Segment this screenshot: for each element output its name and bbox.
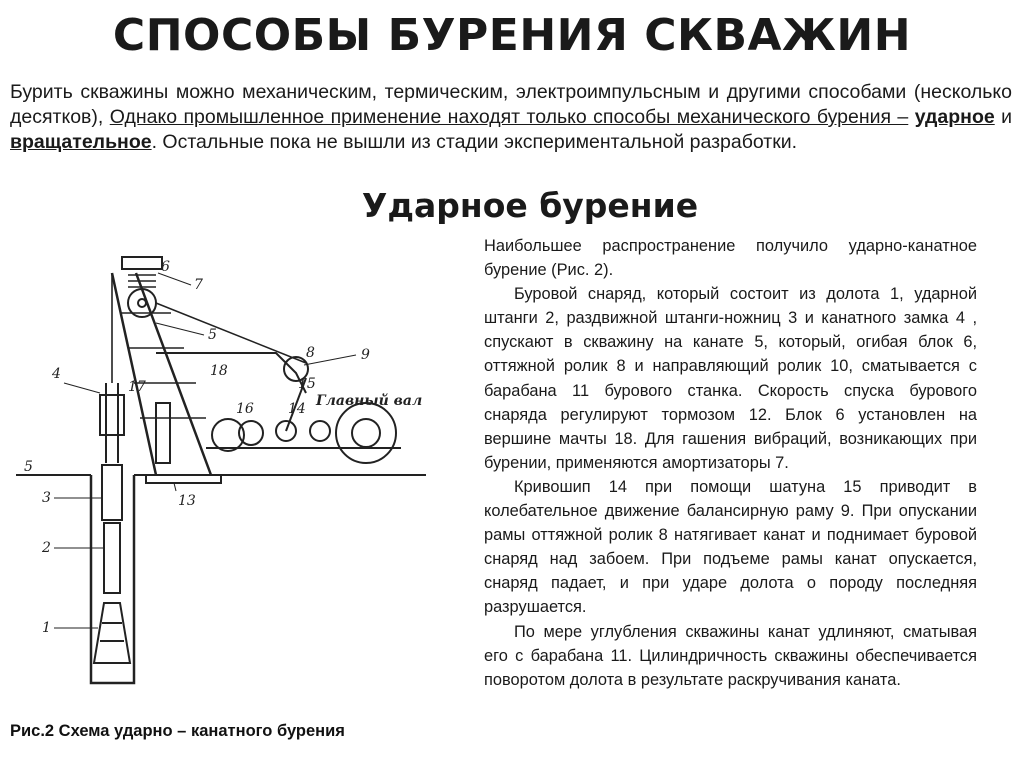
leader-4 (64, 383, 100, 393)
mast-18 (112, 273, 211, 475)
label-5a: 5 (208, 327, 217, 343)
shock-absorber-7 (126, 269, 158, 287)
leader-5 (156, 323, 204, 335)
label-6: 6 (161, 259, 170, 275)
intro-bold-rotary: вращательное (10, 131, 152, 153)
impact-rod-2 (104, 523, 120, 593)
main-shaft-wheel (336, 403, 396, 463)
scissors-rod-3 (102, 465, 122, 520)
drilling-rig-diagram (6, 243, 438, 703)
page-title: СПОСОБЫ БУРЕНИЯ СКВАЖИН (112, 10, 912, 61)
body-text (484, 234, 977, 692)
base-13 (146, 475, 221, 483)
body-paragraph-2: Буровой снаряд, который состоит из долота 1, ударной штанги 2, раздвижной штанги-ножниц 3 и канатного замка 4 , спускают в скважину на канате 5, который, огибая блок 6, оттяжной ролик 8 и направляющий ролик 10, сматывается с барабана 11 бурового станка. Скорость спуска бурового снаряда регулируют тормозом 12. Блок 6 установлен на вершине мачты 18. Для гашения вибраций, возникающих при бурении, применяются амортизаторы 7. (484, 285, 977, 472)
body-paragraph-3: Кривошип 14 при помощи шатуна 15 приводит в колебательное движение балансирную раму 9. При опускании рамы оттяжной ролик 8 натягивает канат и поднимает буровой снаряд над забоем. При подъеме рамы канат опускается, снаряд падает, и при ударе долота о породу последняя разрушается. (484, 477, 977, 617)
figure-caption: Рис.2 Схема ударно – канатного бурения (10, 722, 345, 740)
label-8: 8 (306, 345, 315, 361)
section-subtitle: Ударное бурение (361, 186, 699, 225)
label-main-shaft: Главный вал (316, 393, 423, 409)
label-4: 4 (52, 366, 61, 382)
intro-and: и (994, 106, 1013, 128)
intro-underlined-text: Однако промышленное применение находят только способы механического бурения – (109, 106, 909, 128)
label-13: 13 (178, 493, 196, 509)
label-16: 16 (236, 401, 254, 417)
label-15: 15 (298, 376, 316, 392)
label-18: 18 (210, 363, 228, 379)
body-paragraph-1: Наибольшее распространение получило ударно-канатное бурение (Рис. 2). (484, 237, 977, 280)
bit-grooves (100, 623, 124, 641)
rope-lock-4 (100, 395, 124, 435)
body-paragraph-4: По мере углубления скважины канат удлиняют, сматывая его с барабана 11. Цилиндричность скважины обеспечивается поворотом долота в результате раскручивания каната. (484, 622, 977, 689)
label-2: 2 (42, 540, 51, 556)
crown-top (122, 257, 162, 269)
label-1: 1 (42, 620, 51, 636)
leader-13 (174, 483, 176, 491)
crown-block-axle (138, 299, 146, 307)
drill-bit-1 (94, 603, 130, 663)
label-9: 9 (361, 347, 370, 363)
intro-text-2: . Остальные пока не вышли из стадии экспериментальной разработки. (151, 131, 798, 153)
label-17: 17 (128, 379, 146, 395)
tank-17 (156, 403, 170, 463)
label-7: 7 (194, 277, 203, 293)
intro-bold-percussion: ударное (914, 106, 995, 128)
label-5b: 5 (24, 459, 33, 475)
intro-text-1: Бурить скважины можно механическим, термическим, электроимпульсным и другими способами (несколько десятков), (10, 81, 1012, 128)
shaft-pulley (310, 421, 330, 441)
intro-paragraph (10, 80, 1012, 155)
main-shaft-hub (352, 419, 380, 447)
rig-diagram-svg (6, 243, 438, 703)
label-3: 3 (42, 490, 51, 506)
label-14: 14 (288, 401, 306, 417)
